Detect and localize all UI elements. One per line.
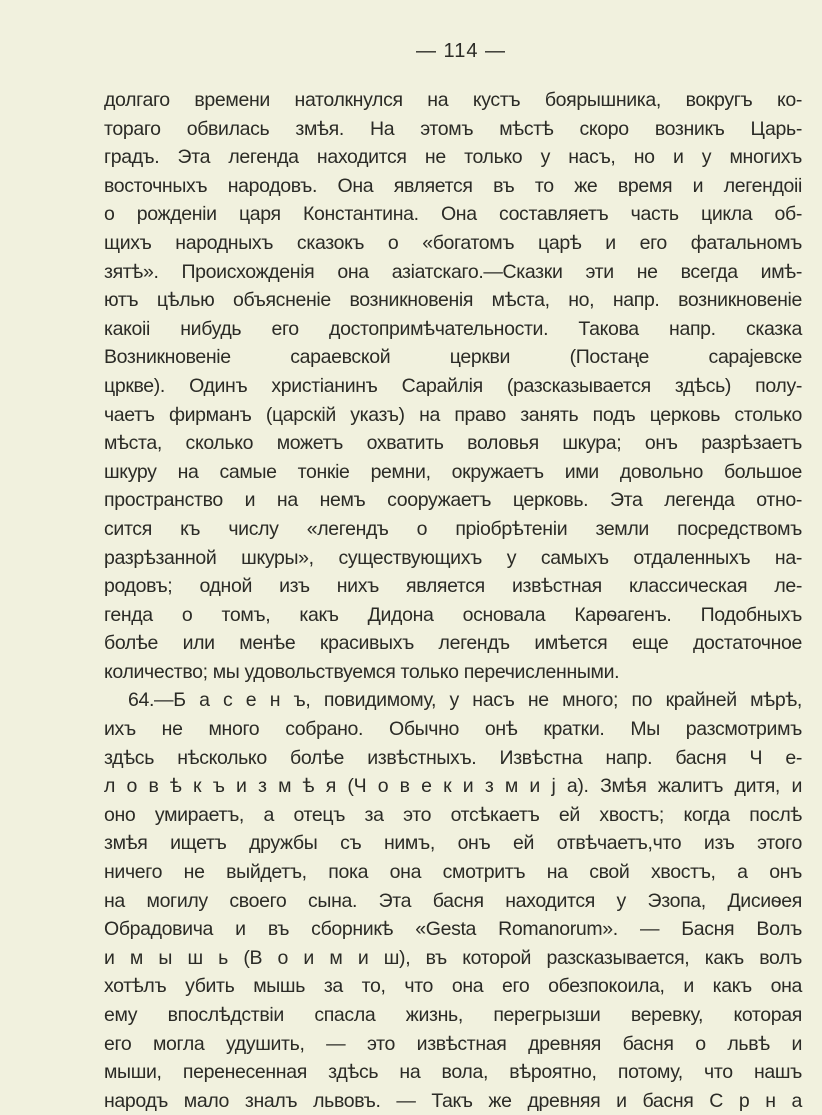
text-line: оно умираетъ, а отецъ за это отсѣкаетъ ей хвостъ; когда послѣ xyxy=(104,803,802,826)
text-line: тораго обвилась змѣя. На этомъ мѣстѣ скоро возникъ Царь- xyxy=(104,117,802,140)
text-line: на могилу своего сына. Эта басня находится у Эзопа, Дисиѳея xyxy=(104,889,802,912)
text-line: долгаго времени натолкнулся на кустъ боярышника, вокругъ ко- xyxy=(104,89,802,111)
text-line: змѣя ищетъ дружбы съ нимъ, онъ ей отвѣчаетъ,что изъ этого xyxy=(104,832,802,855)
text-line: чаетъ фирманъ (царскій указъ) на право занять подъ церковь столько xyxy=(104,403,802,426)
text-line: пространство и на немъ сооружаетъ церковь. Эта легенда отно- xyxy=(104,489,802,512)
text-line: здѣсь нѣсколько болѣе извѣстныхъ. Извѣстна напр. басня Ч е- xyxy=(104,746,802,769)
text-line: восточныхъ народовъ. Она является въ то же время и легендоіі xyxy=(104,174,802,197)
text-line: зятѣ». Происхожденія она азіатскаго.—Сказки эти не всегда имѣ- xyxy=(104,260,802,283)
body-text xyxy=(104,86,802,1115)
text-line: ютъ цѣлью объясненіе возникновенія мѣста, но, напр. возникновеніе xyxy=(104,289,802,312)
text-line: болѣе или менѣе красивыхъ легендъ имѣется еще достаточное xyxy=(104,632,802,655)
text-line: Обрадовича и въ сборникѣ «Gesta Romanorum». — Басня Волъ xyxy=(104,918,802,941)
text-line: ничего не выйдетъ, пока она смотритъ на свой хвостъ, а онъ xyxy=(104,861,802,884)
text-line: ихъ не много собрано. Обычно онѣ кратки. Мы разсмотримъ xyxy=(104,718,802,741)
text-line: разрѣзанной шкуры», существующихъ у самыхъ отдаленныхъ на- xyxy=(104,546,802,569)
text-line: генда о томъ, какъ Дидона основала Карѳагенъ. Подобныхъ xyxy=(104,603,802,626)
text-line: шкуру на самые тонкіе ремни, окружаетъ ими довольно большое xyxy=(104,460,802,483)
text-line: 64.—Б а с е н ъ, повидимому, у насъ не много; по крайней мѣрѣ, xyxy=(128,689,802,712)
text-line: о рожденіи царя Константина. Она составляетъ часть цикла об- xyxy=(104,203,802,226)
page-number: — 114 — xyxy=(416,40,506,62)
text-line: щихъ народныхъ сказокъ о «богатомъ царѣ и его фатальномъ xyxy=(104,231,802,254)
text-line: мыши, перенесенная здѣсь на вола, вѣроятно, потому, что нашъ xyxy=(104,1061,802,1084)
text-line: родовъ; одной изъ нихъ является извѣстная классическая ле- xyxy=(104,575,802,598)
text-line: Возникновеніе сараевской церкви (Постаңе сарајевске xyxy=(104,346,802,369)
text-line: мѣста, сколько можетъ охватить воловья шкура; онъ разрѣзаетъ xyxy=(104,432,802,455)
text-line: л о в ѣ к ъ и з м ѣ я (Ч о в е к и з м и ј а). Змѣя жалитъ дитя, и xyxy=(104,775,802,798)
text-line: сится къ числу «легендъ о пріобрѣтеніи земли посредствомъ xyxy=(104,517,802,540)
text-line: какоіі нибудь его достопримѣчательности. Такова напр. сказка xyxy=(104,317,802,340)
text-line: народъ мало зналъ львовъ. — Такъ же древняя и басня С р н а xyxy=(104,1089,802,1112)
text-line: и м ы ш ь (В о и м и ш), въ которой разсказывается, какъ волъ xyxy=(104,946,802,969)
text-line: хотѣлъ убить мышь за то, что она его обезпокоила, и какъ она xyxy=(104,975,802,998)
text-line: количество; мы удовольствуемся только перечисленными. xyxy=(104,660,620,683)
text-line: цркве). Одинъ христіанинъ Сарайлія (разсказывается здѣсь) полу- xyxy=(104,374,802,397)
text-line: его могла удушить, — это извѣстная древняя басня о львѣ и xyxy=(104,1032,802,1055)
text-line: ему впослѣдствіи спасла жизнь, перегрызши веревку, которая xyxy=(104,1004,802,1026)
text-line: градъ. Эта легенда находится не только у насъ, но и у многихъ xyxy=(104,146,802,169)
